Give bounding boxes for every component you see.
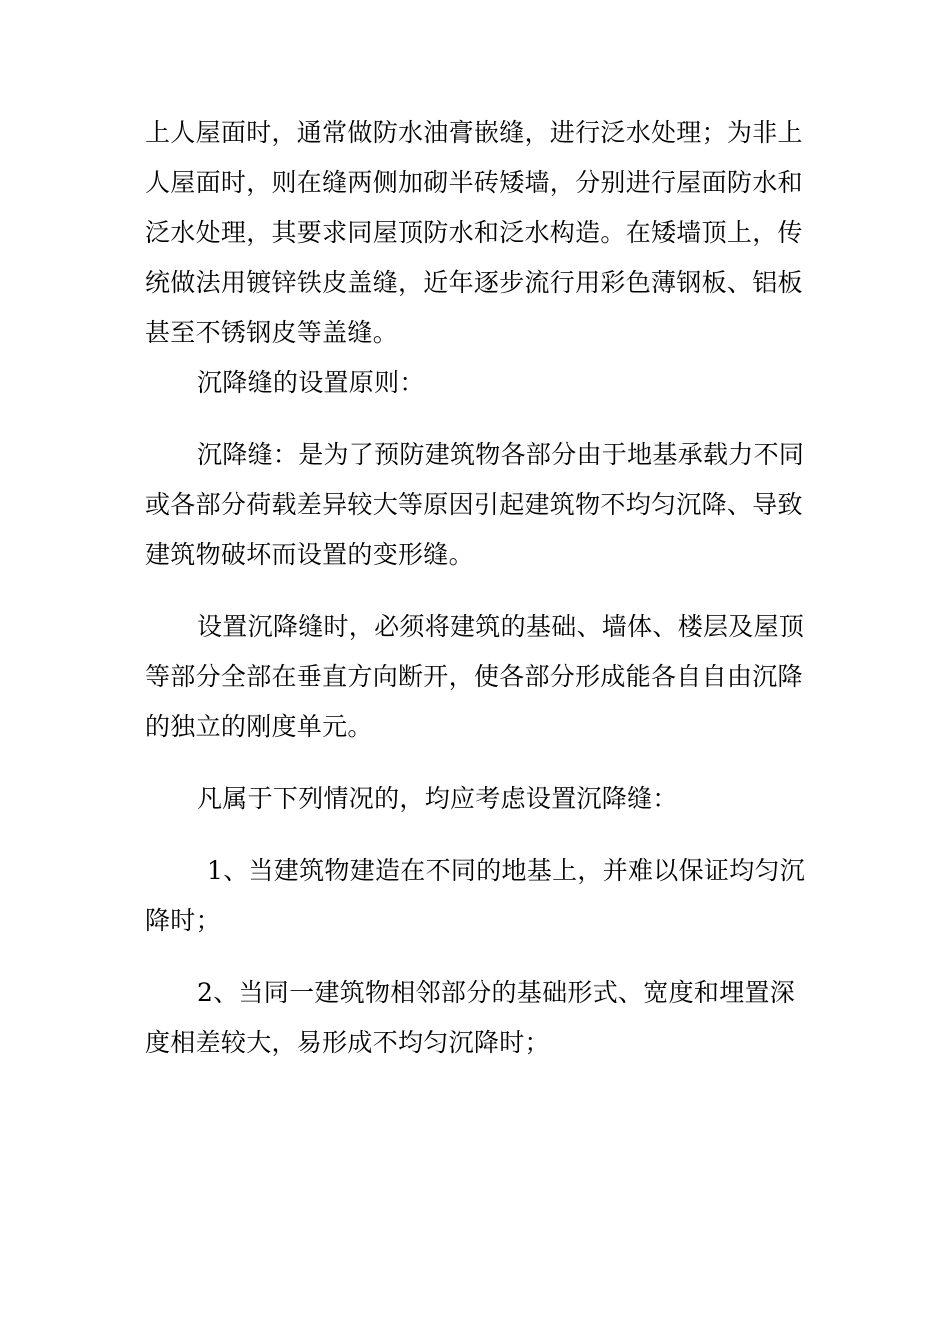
paragraph-conditions-intro: 凡属于下列情况的，均应考虑设置沉降缝： — [197, 784, 678, 813]
list-item-condition-2: 2、当同一建筑物相邻部分的基础形式、宽度和埋置深度相差较大，易形成不均匀沉降时； — [145, 978, 796, 1057]
heading-settlement-joint-principles: 沉降缝的设置原则： — [197, 368, 425, 397]
paragraph-roof-joint-treatment: 上人屋面时，通常做防水油膏嵌缝，进行泛水处理；为非上人屋面时，则在缝两侧加砌半砖矮墙，分别进行屋面防水和泛水处理，其要求同屋顶防水和泛水构造。在矮墙顶上，传统做法用镀锌铁皮盖缝，近年逐步流行用彩色薄钢板、铝板甚至不锈钢皮等盖缝。 — [145, 118, 803, 347]
paragraph-settlement-joint-requirement: 设置沉降缝时，必须将建筑的基础、墙体、楼层及屋顶等部分全部在垂直方向断开，使各部分形成能各自自由沉降的独立的刚度单元。 — [145, 612, 805, 741]
paragraph-settlement-joint-definition: 沉降缝：是为了预防建筑物各部分由于地基承载力不同或各部分荷载差异较大等原因引起建筑物不均匀沉降、导致建筑物破坏而设置的变形缝。 — [145, 440, 805, 569]
list-item-condition-1: 1、当建筑物建造在不同的地基上，并难以保证均匀沉降时； — [145, 856, 806, 935]
